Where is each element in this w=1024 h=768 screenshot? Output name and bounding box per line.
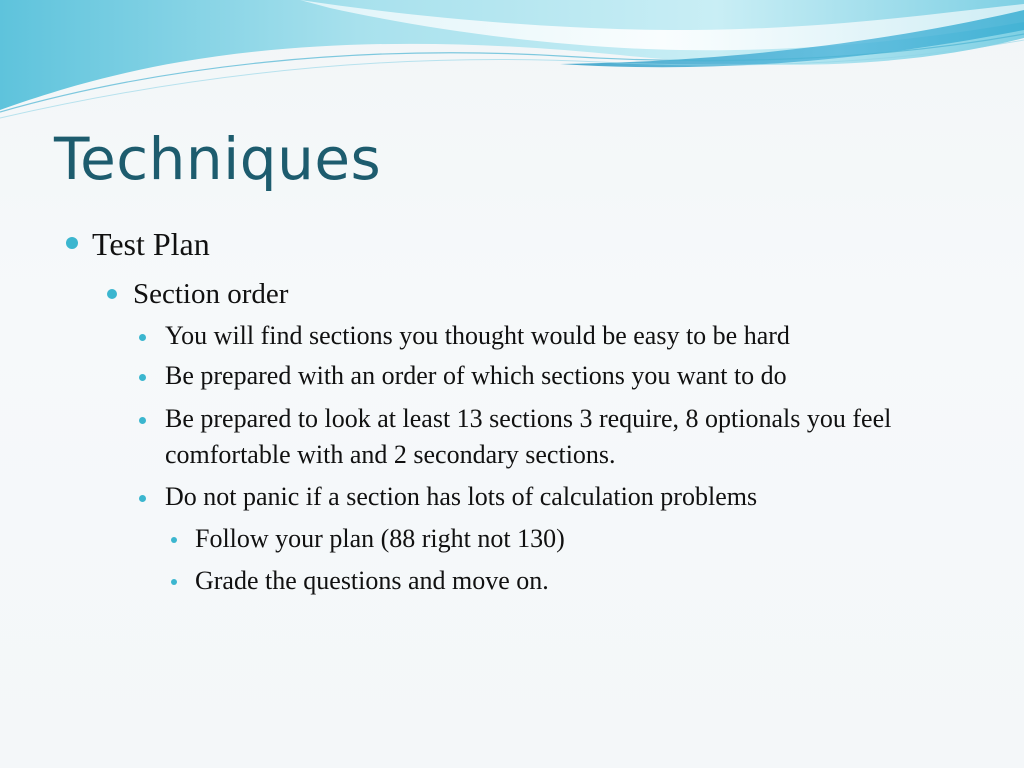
bullet-dot-icon	[107, 289, 117, 299]
bullet-list	[62, 222, 962, 599]
bullet-level1-test-plan	[62, 222, 962, 266]
bullet-level3-item	[136, 401, 962, 473]
slide-title: Techniques	[54, 125, 382, 193]
bullet-text: Do not panic if a section has lots of calculation problems	[165, 482, 758, 511]
bullet-level3-item	[136, 358, 962, 394]
bullet-level2-section-order	[104, 274, 962, 314]
bullet-level4-item	[168, 521, 962, 557]
bullet-text: You will find sections you thought would be easy to be hard	[165, 321, 790, 350]
decorative-wave-header	[0, 0, 1024, 130]
bullet-dot-icon	[171, 579, 177, 585]
bullet-text: Test Plan	[92, 226, 210, 262]
bullet-dot-icon	[171, 537, 177, 543]
bullet-level3-item	[136, 479, 962, 515]
bullet-text: Follow your plan (88 right not 130)	[195, 524, 565, 553]
bullet-dot-icon	[139, 495, 146, 502]
bullet-text: Be prepared to look at least 13 sections 3 require, 8 optionals you feel comfortable with and 2 secondary sections.	[165, 404, 892, 469]
bullet-level4-item	[168, 563, 962, 599]
bullet-text: Section order	[133, 278, 289, 310]
bullet-dot-icon	[139, 417, 146, 424]
bullet-text: Be prepared with an order of which sections you want to do	[165, 361, 787, 390]
bullet-level3-item	[136, 318, 962, 354]
bullet-text: Grade the questions and move on.	[195, 566, 549, 595]
bullet-dot-icon	[139, 334, 146, 341]
bullet-dot-icon	[66, 237, 78, 249]
bullet-dot-icon	[139, 374, 146, 381]
